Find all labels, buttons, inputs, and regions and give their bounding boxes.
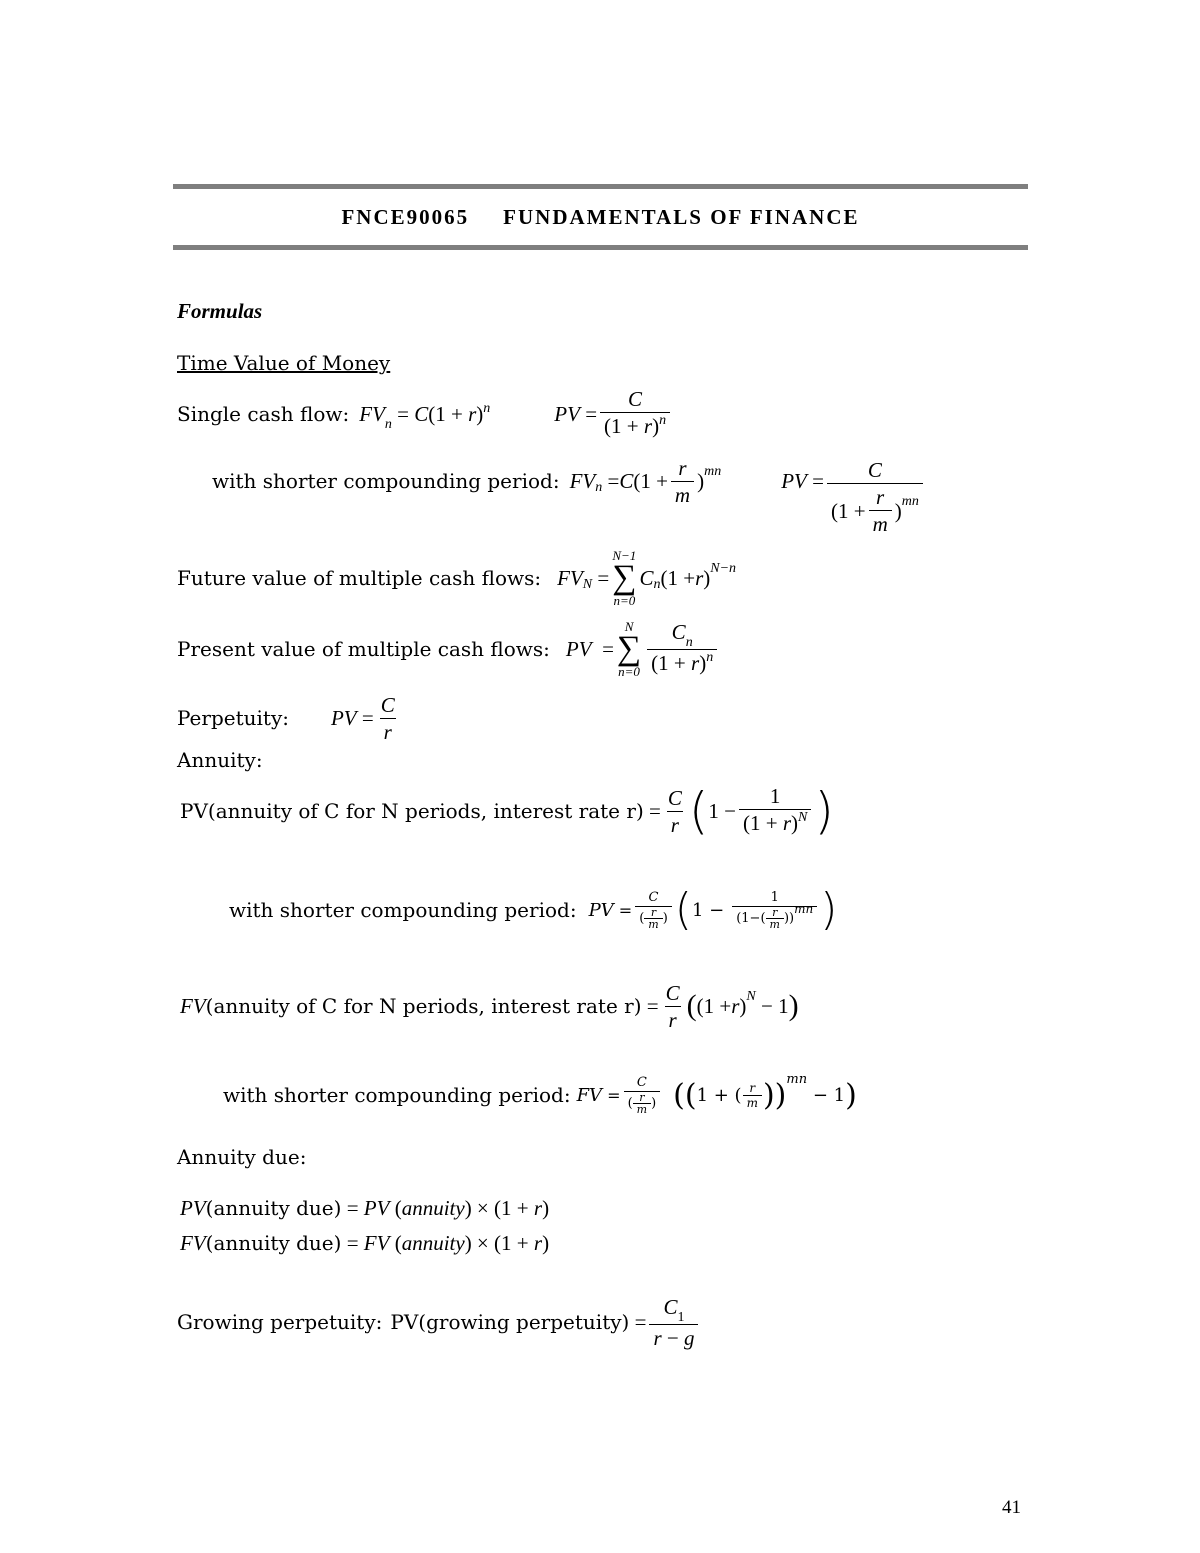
pv-multiple-formula: PV = N ∑ n=0 $\frac{C_n}{(1 + r)^n}$ <box>566 619 720 680</box>
pv-annuity-due-row: PV(annuity due) = PV (annuity) × (1 + r) <box>180 1196 550 1220</box>
fv-multiple-formula: FV N = N−1 ∑ n=0 C n (1 + r ) N−n <box>557 548 737 608</box>
future-multiple-row <box>177 546 736 610</box>
pv-annuity-formula: = $\frac{C}{r}$ ( 1 − $\frac{1}{(1 + r)^N}$ ) <box>643 782 834 840</box>
annuity-word-1: annuity <box>401 1196 465 1220</box>
section-title: Formulas <box>177 299 263 323</box>
fv-annuity-due-row: FV(annuity due) = FV (annuity) × (1 + r) <box>180 1231 550 1255</box>
pv-single-formula: PV = $\frac{C}{(1 + r)^n}$ <box>554 386 673 443</box>
perpetuity-label: Perpetuity: <box>177 706 289 730</box>
growing-perpetuity-row <box>177 1292 701 1352</box>
pv-annuity-due-label: (annuity due) <box>205 1196 342 1220</box>
annuity-word-2: annuity <box>401 1231 465 1255</box>
pv-annuity-label: PV(annuity of C for N periods, interest rate r) <box>180 799 644 823</box>
fv-single-formula: $FV_n = C(1 + r)^n$ <box>359 400 491 432</box>
summation-icon: N ∑ n=0 <box>616 619 642 679</box>
shorter-compounding-row-3 <box>223 1062 857 1128</box>
course-code: FNCE90065 <box>341 205 470 229</box>
pv-annuity-shorter-formula: PV = C ( $\frac{r}{m}$ ) ( 1 − 1 (1−( $\frac{r}{m}$ ))mn ) <box>588 884 838 935</box>
fv-annuity-shorter-formula: FV = C ( $\frac{r}{m}$ ) (( 1 + ( $\frac{r}{m}$ )) mn − 1 ) <box>576 1071 857 1116</box>
fv-annuity-label: (annuity of C for N periods, interest rate r) <box>205 994 642 1018</box>
fv-annuity-formula: = $\frac{C}{r}$ ( (1 + r ) N − 1 ) <box>641 980 799 1032</box>
fv-shorter-formula: FV n = C (1 + $\frac{r}{m}$ ) mn <box>569 455 722 507</box>
growing-perpetuity-formula: = $\frac{C_1}{r - g}$ <box>629 1294 701 1351</box>
shorter-compounding-label-1: with shorter compounding period: <box>212 469 560 493</box>
shorter-compounding-row-1 <box>212 450 926 544</box>
perpetuity-formula: PV = $\frac{C}{r}$ <box>330 692 395 744</box>
shorter-compounding-row-2 <box>229 874 837 946</box>
header-bottom-rule <box>173 245 1028 250</box>
annuity-due-label: Annuity due: <box>177 1145 307 1169</box>
perpetuity-row <box>177 690 402 746</box>
growing-perpetuity-label: Growing perpetuity: <box>177 1310 383 1334</box>
single-cash-flow-label: Single cash flow: <box>177 402 350 426</box>
pv-growing-label: PV(growing perpetuity) <box>390 1310 630 1334</box>
course-name: FUNDAMENTALS OF FINANCE <box>503 205 860 229</box>
fv-annuity-row <box>180 976 799 1036</box>
course-title <box>173 205 1028 230</box>
pv-shorter-formula: PV = C (1 + $\frac{r}{m}$ ) mn <box>781 457 926 537</box>
future-multiple-label: Future value of multiple cash flows: <box>177 566 542 590</box>
present-multiple-label: Present value of multiple cash flows: <box>177 637 550 661</box>
summation-icon: N−1 ∑ n=0 <box>612 548 637 608</box>
pv-annuity-row <box>180 776 834 846</box>
fv-symbol: FV <box>180 993 206 1018</box>
annuity-label: Annuity: <box>177 748 263 772</box>
present-multiple-row <box>177 616 720 682</box>
tvm-heading: Time Value of Money <box>177 351 391 375</box>
fv-annuity-due-label: (annuity due) <box>205 1231 342 1255</box>
header-top-rule <box>173 184 1028 189</box>
shorter-compounding-label-3: with shorter compounding period: <box>223 1083 571 1107</box>
single-cash-flow-row <box>177 384 673 444</box>
page-number: 41 <box>1002 1497 1021 1518</box>
shorter-compounding-label-2: with shorter compounding period: <box>229 898 577 922</box>
